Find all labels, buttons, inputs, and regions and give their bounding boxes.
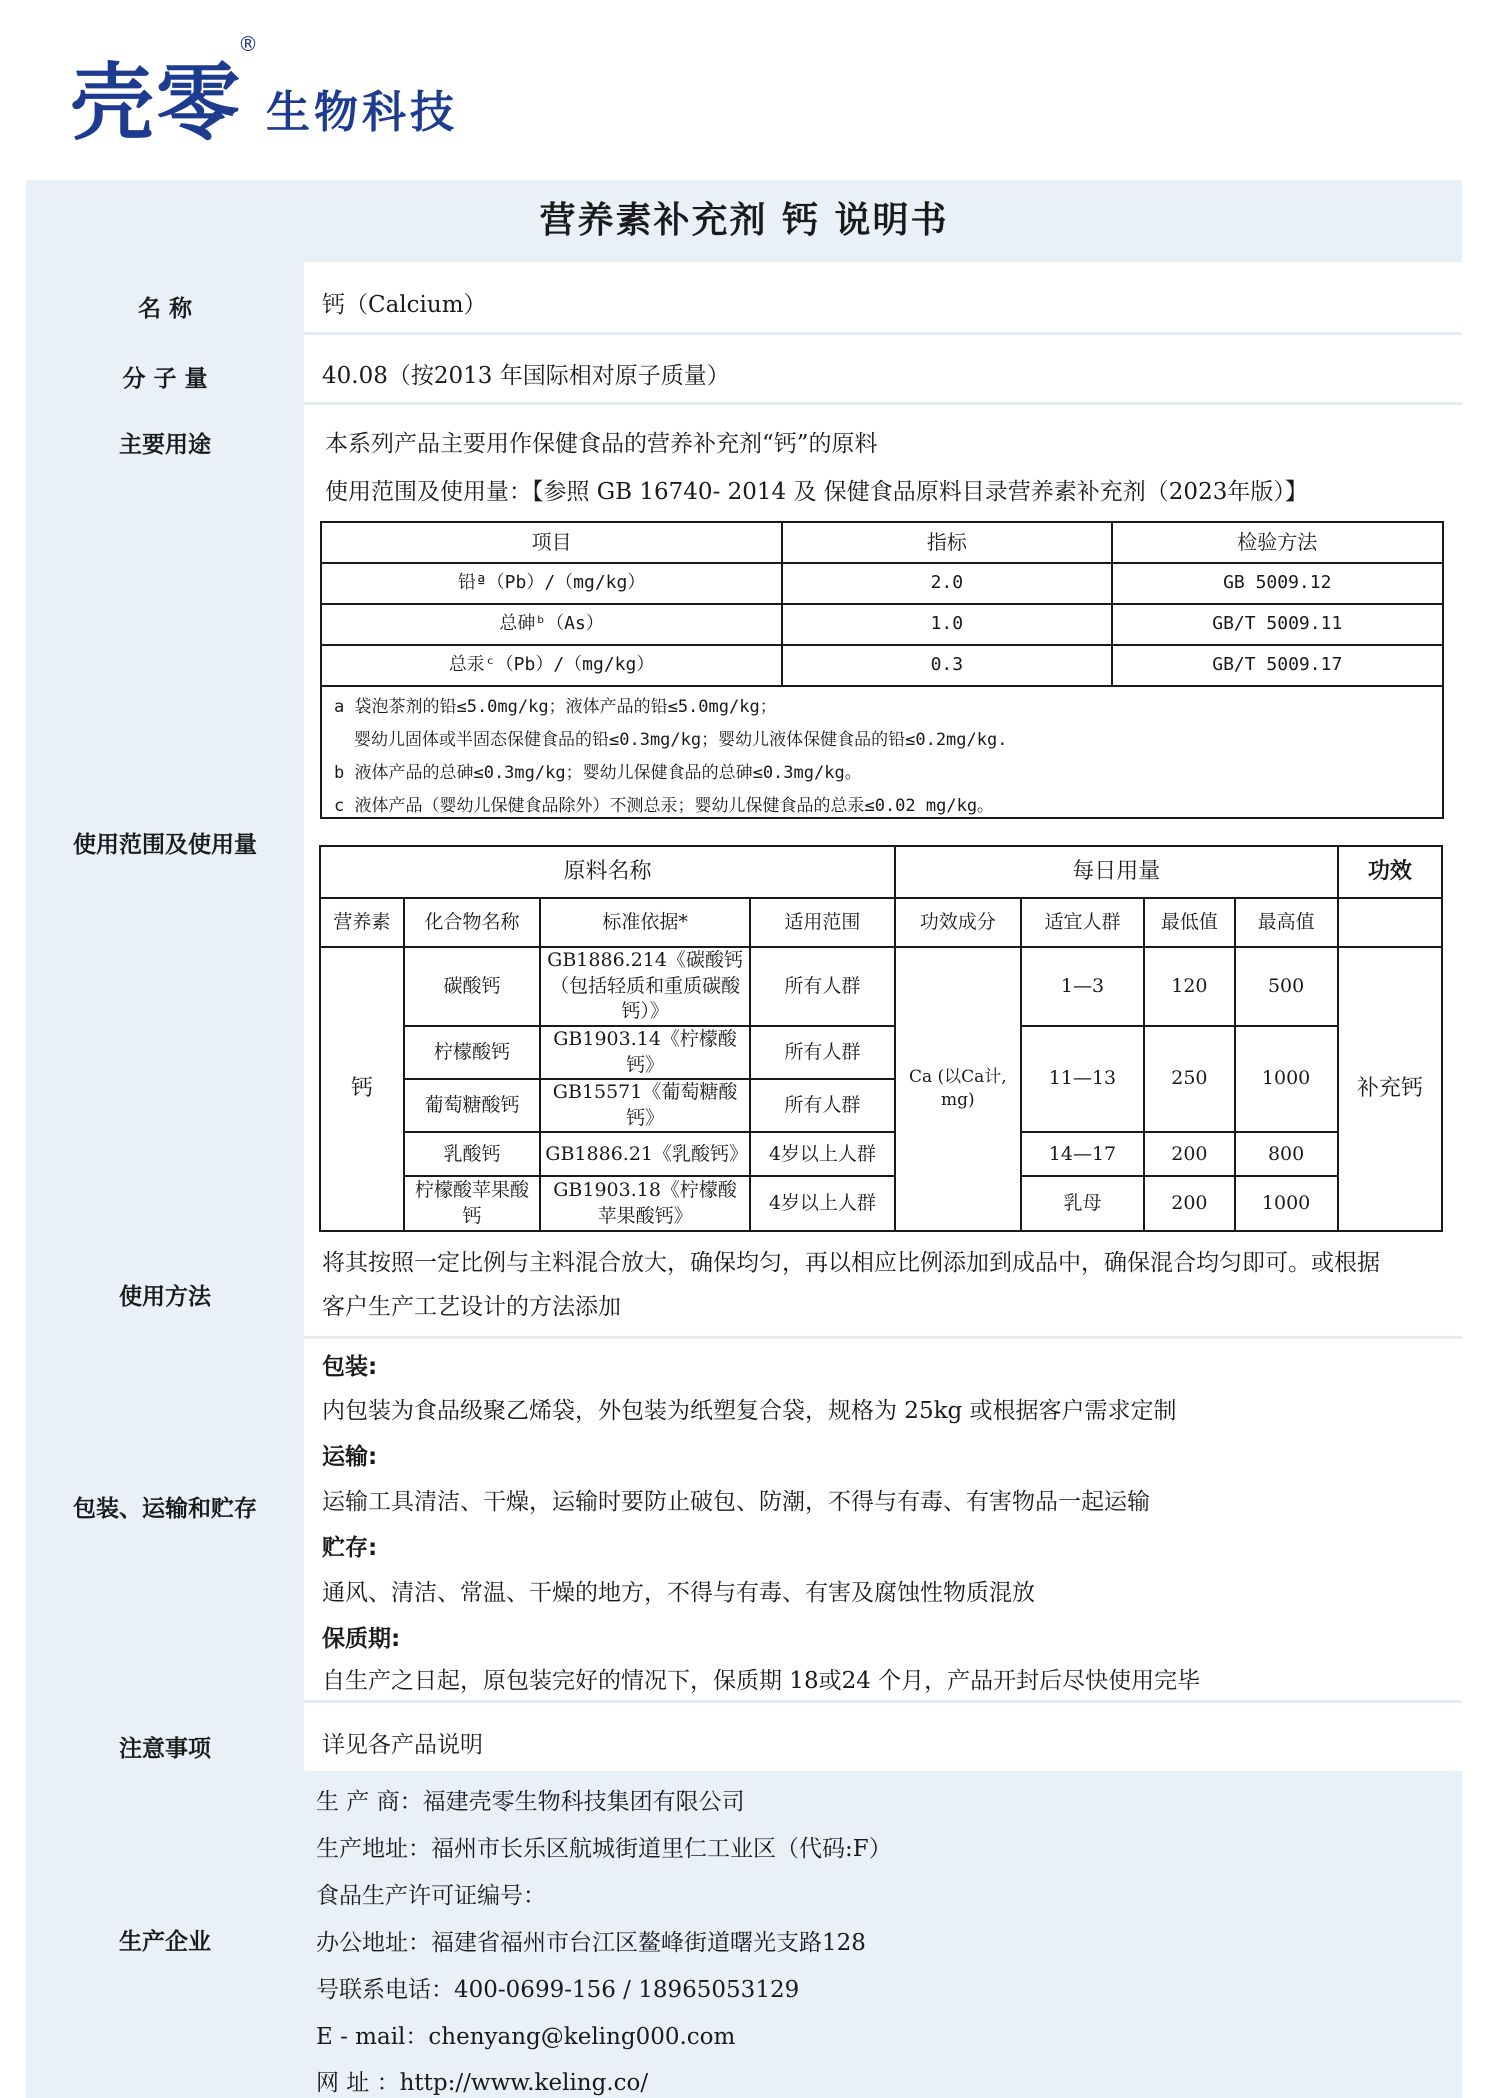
label-notes: 注意事项 (119, 1736, 211, 1762)
label-name: 名 称 (137, 296, 192, 322)
company-producer: 生 产 商：福建壳零生物科技集团有限公司 (316, 1789, 745, 1815)
packaging-text: 内包装为食品级聚乙烯袋，外包装为纸塑复合袋，规格为 25kg 或根据客户需求定制 (322, 1398, 1177, 1424)
table-row (320, 1132, 1442, 1176)
limits-table (320, 521, 1444, 687)
compound-scope: 4岁以上人群 (750, 1176, 895, 1231)
table-row (321, 604, 1443, 645)
table-row (320, 1176, 1442, 1231)
header-effect: 功效 (1338, 846, 1442, 898)
shelf-life-title: 保质期: (322, 1626, 401, 1652)
row-divider (304, 402, 1462, 405)
dose-group: 1—3 (1021, 947, 1145, 1026)
limits-cell: 0.3 (782, 645, 1111, 686)
method-line-1: 将其按照一定比例与主料混合放大，确保均匀，再以相应比例添加到成品中，确保混合均匀即可。或根据 (322, 1250, 1380, 1276)
dose-min: 200 (1144, 1132, 1234, 1176)
footnote-c: c 液体产品（婴幼儿保健食品除外）不测总汞；婴幼儿保健食品的总汞≤0.02 mg/kg。 (334, 796, 995, 816)
table-row (320, 947, 1442, 1026)
company-website[interactable]: 网 址 ：http://www.keling.co/ (316, 2070, 649, 2096)
limits-cell: 铅ª（Pb）/（mg/kg） (321, 563, 782, 604)
value-main-use: 本系列产品主要用作保健食品的营养补充剂“钙”的原料 (325, 431, 878, 457)
header-nutrient: 营养素 (320, 898, 404, 947)
limits-cell: 总汞ᶜ（Pb）/（mg/kg） (321, 645, 782, 686)
compound-scope: 所有人群 (750, 947, 895, 1026)
label-packaging: 包装、运输和贮存 (73, 1496, 257, 1522)
limits-footnotes (320, 687, 1444, 819)
compound-standard: GB1886.21《乳酸钙》 (540, 1132, 750, 1176)
row-divider (304, 1700, 1462, 1703)
logo-main-text: 壳零 (70, 54, 243, 152)
company-address: 生产地址：福州市长乐区航城街道里仁工业区（代码:F） (316, 1836, 892, 1862)
compound-name: 柠檬酸苹果酸钙 (404, 1176, 540, 1231)
limits-cell: 2.0 (782, 563, 1111, 604)
table-row (320, 1026, 1442, 1079)
company-email[interactable]: E - mail：chenyang@keling000.com (316, 2024, 736, 2050)
limits-cell: GB/T 5009.11 (1112, 604, 1443, 645)
compound-scope: 所有人群 (750, 1026, 895, 1079)
dose-min: 200 (1144, 1176, 1234, 1231)
compound-standard: GB1903.14《柠檬酸钙》 (540, 1026, 750, 1079)
transport-text: 运输工具清洁、干燥，运输时要防止破包、防潮，不得与有毒、有害物品一起运输 (322, 1489, 1150, 1515)
header-min: 最低值 (1144, 898, 1234, 947)
row-divider (304, 332, 1462, 335)
limits-header-method: 检验方法 (1112, 522, 1443, 563)
label-scope: 使用范围及使用量 (73, 832, 257, 858)
value-scope-intro: 使用范围及使用量：【参照 GB 16740- 2014 及 保健食品原料目录营养素补充剂（2023年版）】 (325, 479, 1308, 505)
dose-min: 250 (1144, 1026, 1234, 1133)
header-population: 适宜人群 (1021, 898, 1145, 947)
compound-name: 柠檬酸钙 (404, 1026, 540, 1079)
header-active-ingredient: 功效成分 (895, 898, 1021, 947)
footnote-b: b 液体产品的总砷≤0.3mg/kg；婴幼儿保健食品的总砷≤0.3mg/kg。 (334, 763, 862, 783)
shelf-life-text: 自生产之日起，原包装完好的情况下，保质期 18或24 个月，产品开封后尽快使用完毕 (322, 1668, 1201, 1694)
value-name: 钙（Calcium） (322, 292, 487, 318)
header-daily-dose: 每日用量 (895, 846, 1338, 898)
company-phone: 号联系电话：400-0699-156 / 18965053129 (316, 1977, 800, 2003)
dose-max: 1000 (1235, 1176, 1338, 1231)
header-standard: 标准依据* (540, 898, 750, 947)
registered-mark-icon: ® (238, 32, 258, 56)
nutrient-cell: 钙 (320, 947, 404, 1231)
limits-cell: 总砷ᵇ（As） (321, 604, 782, 645)
dose-max: 500 (1235, 947, 1338, 1026)
storage-title: 贮存: (322, 1535, 378, 1561)
label-method: 使用方法 (119, 1284, 211, 1310)
header-max: 最高值 (1235, 898, 1338, 947)
table-row (321, 645, 1443, 686)
footnote-a-cont: 婴幼儿固体或半固态保健食品的铅≤0.3mg/kg；婴幼儿液体保健食品的铅≤0.2mg/kg. (354, 730, 1008, 750)
limits-cell: 1.0 (782, 604, 1111, 645)
compound-name: 乳酸钙 (404, 1132, 540, 1176)
company-license: 食品生产许可证编号： (316, 1883, 546, 1909)
document-title: 营养素补充剂 钙 说明书 (539, 200, 949, 241)
header-effect-blank (1338, 898, 1442, 947)
dose-group: 乳母 (1021, 1176, 1145, 1231)
logo-sub-text: 生物科技 (266, 87, 458, 138)
company-office: 办公地址：福建省福州市台江区鳌峰街道曙光支路128 (316, 1930, 866, 1956)
compound-standard: GB1903.18《柠檬酸苹果酸钙》 (540, 1176, 750, 1231)
label-manufacturer: 生产企业 (119, 1929, 211, 1955)
compound-standard: GB15571《葡萄糖酸钙》 (540, 1079, 750, 1132)
limits-cell: GB/T 5009.17 (1112, 645, 1443, 686)
value-molecular-weight: 40.08（按2013 年国际相对原子质量） (322, 363, 730, 389)
method-line-2: 客户生产工艺设计的方法添加 (322, 1294, 621, 1320)
limits-cell: GB 5009.12 (1112, 563, 1443, 604)
table-row (321, 563, 1443, 604)
row-divider (304, 1336, 1462, 1339)
header-compound: 化合物名称 (404, 898, 540, 947)
packaging-title: 包装: (322, 1354, 378, 1380)
dose-min: 120 (1144, 947, 1234, 1026)
compound-scope: 4岁以上人群 (750, 1132, 895, 1176)
dose-group: 14—17 (1021, 1132, 1145, 1176)
notes-value: 详见各产品说明 (322, 1732, 483, 1758)
storage-text: 通风、清洁、常温、干燥的地方，不得与有毒、有害及腐蚀性物质混放 (322, 1580, 1035, 1606)
compound-standard: GB1886.214《碳酸钙（包括轻质和重质碳酸钙）》 (540, 947, 750, 1026)
header-raw-material: 原料名称 (320, 846, 895, 898)
limits-header-index: 指标 (782, 522, 1111, 563)
effect-cell: 补充钙 (1338, 947, 1442, 1231)
compound-name: 碳酸钙 (404, 947, 540, 1026)
footnote-a: a 袋泡茶剂的铅≤5.0mg/kg；液体产品的铅≤5.0mg/kg； (334, 697, 777, 717)
label-main-use: 主要用途 (119, 432, 211, 458)
transport-title: 运输: (322, 1444, 378, 1470)
dose-max: 800 (1235, 1132, 1338, 1176)
dose-max: 1000 (1235, 1026, 1338, 1133)
active-ingredient-cell: Ca (以Ca计, mg) (895, 947, 1021, 1231)
label-molecular-weight: 分 子 量 (122, 366, 208, 392)
dose-group: 11—13 (1021, 1026, 1145, 1133)
header-scope: 适用范围 (750, 898, 895, 947)
limits-header-item: 项目 (321, 522, 782, 563)
compound-name: 葡萄糖酸钙 (404, 1079, 540, 1132)
compound-scope: 所有人群 (750, 1079, 895, 1132)
dosage-table (319, 845, 1443, 1232)
